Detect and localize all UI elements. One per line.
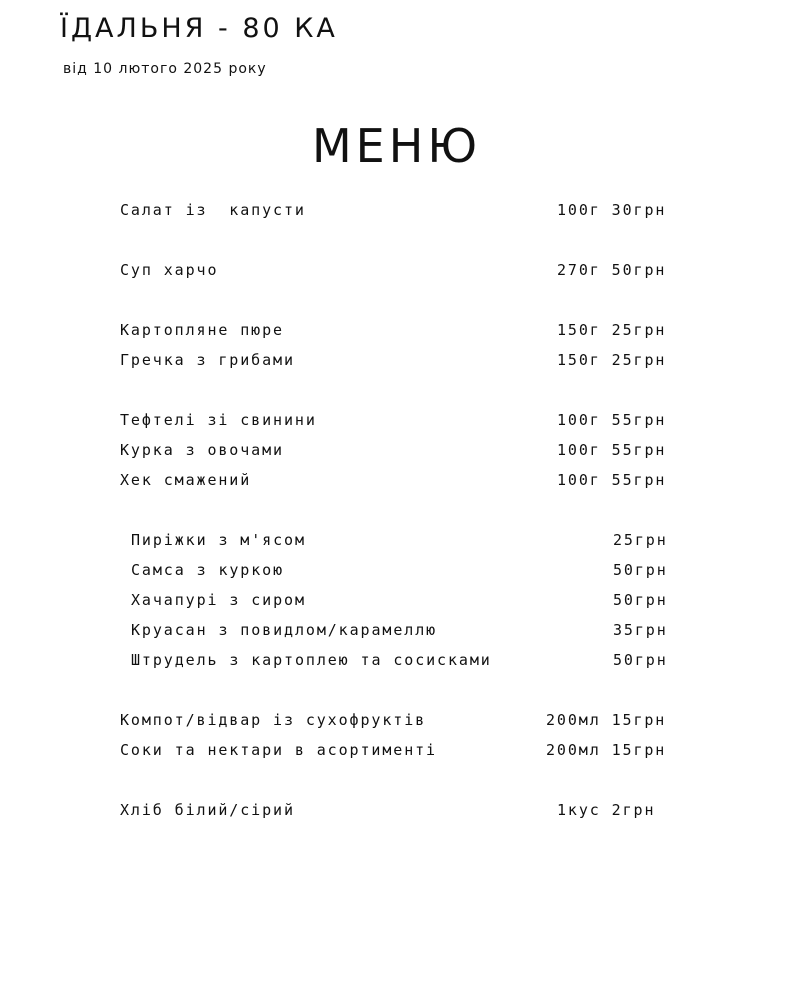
menu-item-name: Самса з куркою — [131, 561, 285, 579]
menu-item-price: 35грн — [613, 621, 668, 639]
menu-item-name: Гречка з грибами — [120, 351, 295, 369]
menu-item-price: 150г 25грн — [557, 351, 667, 369]
menu-item-price: 200мл 15грн — [546, 711, 667, 729]
menu-item-compote — [0, 709, 793, 731]
menu-item-fried-hake — [0, 469, 793, 491]
menu-item-meat-pies — [0, 529, 793, 551]
menu-item-name: Тефтелі зі свинини — [120, 411, 317, 429]
menu-item-price: 1кус 2грн — [557, 801, 656, 819]
menu-item-name: Пиріжки з м'ясом — [131, 531, 306, 549]
menu-item-price: 100г 55грн — [557, 441, 667, 459]
menu-item-strudel — [0, 649, 793, 671]
menu-item-price: 25грн — [613, 531, 668, 549]
menu-item-price: 270г 50грн — [557, 261, 667, 279]
menu-item-chicken-samsa — [0, 559, 793, 581]
menu-item-pork-meatballs — [0, 409, 793, 431]
menu-item-bread — [0, 799, 793, 821]
menu-title: МЕНЮ — [311, 119, 481, 173]
menu-item-price: 100г 55грн — [557, 471, 667, 489]
menu-item-chicken-vegetables — [0, 439, 793, 461]
menu-item-price: 200мл 15грн — [546, 741, 667, 759]
menu-item-name: Штрудель з картоплею та сосисками — [131, 651, 492, 669]
menu-item-name: Суп харчо — [120, 261, 219, 279]
effective-date: від 10 лютого 2025 року — [63, 61, 267, 77]
menu-item-name: Компот/відвар із сухофруктів — [120, 711, 427, 729]
menu-item-price: 100г 55грн — [557, 411, 667, 429]
menu-item-croissant — [0, 619, 793, 641]
menu-item-kharcho-soup — [0, 259, 793, 281]
menu-item-name: Хліб білий/сірий — [120, 801, 295, 819]
menu-item-name: Круасан з повидлом/карамеллю — [131, 621, 438, 639]
menu-item-price: 100г 30грн — [557, 201, 667, 219]
menu-item-khachapuri — [0, 589, 793, 611]
menu-item-price: 150г 25грн — [557, 321, 667, 339]
menu-item-price: 50грн — [613, 651, 668, 669]
menu-item-name: Курка з овочами — [120, 441, 284, 459]
menu-item-mashed-potatoes — [0, 319, 793, 341]
menu-item-price: 50грн — [613, 561, 668, 579]
menu-item-price: 50грн — [613, 591, 668, 609]
menu-item-juices — [0, 739, 793, 761]
menu-item-name: Хачапурі з сиром — [131, 591, 306, 609]
menu-item-name: Хек смажений — [120, 471, 252, 489]
menu-item-buckwheat-mushrooms — [0, 349, 793, 371]
menu-item-name: Картопляне пюре — [120, 321, 284, 339]
menu-item-name: Соки та нектари в асортименті — [120, 741, 437, 759]
menu-item-cabbage-salad — [0, 199, 793, 221]
menu-item-name: Салат із капусти — [120, 201, 306, 219]
canteen-title: ЇДАЛЬНЯ - 80 КА — [60, 13, 338, 44]
